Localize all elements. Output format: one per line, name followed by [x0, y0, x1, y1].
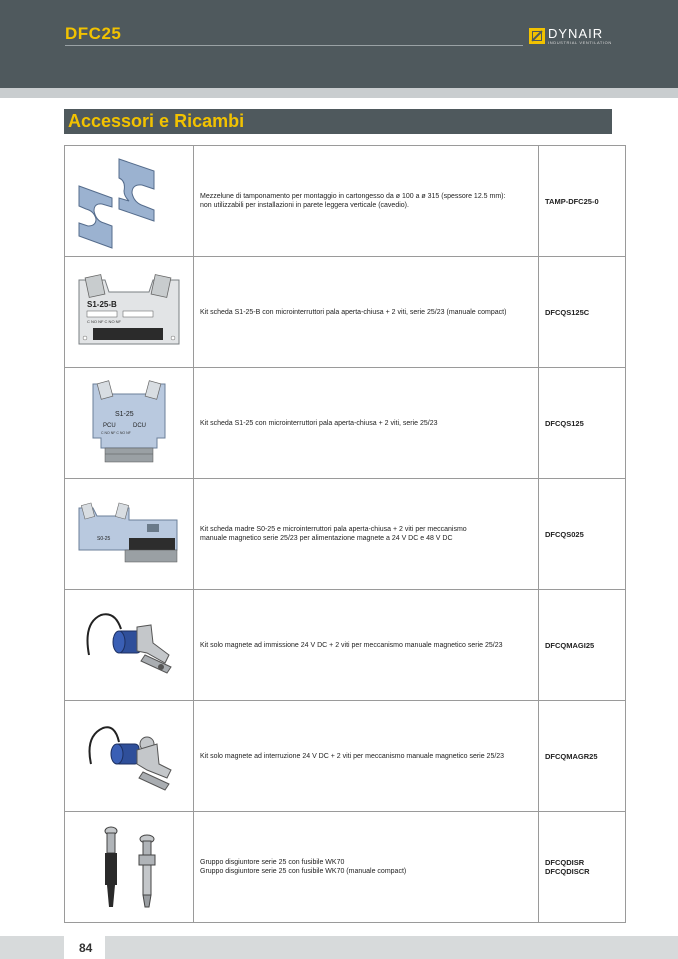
code-cell	[539, 590, 626, 701]
description-cell	[194, 812, 539, 923]
product-model-title: DFC25	[65, 24, 122, 43]
half-moon-plates-icon	[74, 151, 184, 251]
page-number: 84	[79, 941, 93, 955]
table-row	[65, 479, 626, 590]
board-pins-label: C NO NF C NO NF	[101, 431, 131, 435]
description-line: Kit solo magnete ad interruzione 24 V DC + 2 viti per meccanismo manuale magnetico serie 25/23	[200, 752, 505, 760]
table-row	[65, 368, 626, 479]
board-label: S0-25	[97, 536, 111, 542]
table-row	[65, 701, 626, 812]
product-code: TAMP-DFC25-0	[545, 196, 599, 206]
magnet-icon	[81, 714, 177, 798]
code-cell	[539, 812, 626, 923]
product-image-cell	[65, 146, 194, 257]
description-cell	[194, 146, 539, 257]
code-cell	[539, 146, 626, 257]
code-cell	[539, 368, 626, 479]
section-title: Accessori e Ricambi	[68, 111, 245, 131]
description-line: manuale magnetico serie 25/23 per alimentazione magnete a 24 V DC e 48 V DC	[200, 535, 453, 542]
product-code: DFCQS125	[545, 418, 584, 428]
product-code: DFCQDISR	[545, 858, 585, 867]
description-cell	[194, 590, 539, 701]
section-header	[64, 109, 612, 134]
board-sub-label: PCU	[103, 423, 116, 429]
board-label: S1-25-B	[87, 300, 117, 309]
description-line: Gruppo disgiuntore serie 25 con fusibile WK70	[200, 859, 345, 866]
board-label: S1-25	[115, 411, 134, 418]
code-cell	[539, 479, 626, 590]
header-strip	[0, 88, 678, 98]
product-code: DFCQDISCR	[545, 867, 590, 876]
header-divider	[65, 45, 523, 46]
accessories-table	[64, 145, 626, 923]
code-cell	[539, 257, 626, 368]
product-code: DFCQMAGR25	[545, 751, 598, 761]
page-header	[0, 0, 678, 88]
product-image-cell	[65, 701, 194, 812]
description-cell	[194, 479, 539, 590]
product-code: DFCQMAGI25	[545, 640, 595, 650]
description-line: non utilizzabili per installazioni in parete leggera verticale (cavedio).	[200, 202, 409, 209]
description-line: Kit scheda S1-25-B con microinterruttori pala aperta-chiusa + 2 viti, serie 25/23 (manuale compact)	[200, 308, 507, 316]
page-number-box	[64, 936, 105, 959]
board-sub-label: DCU	[133, 423, 146, 429]
description-line: Kit scheda madre S0-25 e microinterruttori pala aperta-chiusa + 2 viti per meccanismo	[200, 526, 467, 533]
table-row	[65, 590, 626, 701]
logo-subtitle: INDUSTRIAL VENTILATION	[548, 40, 612, 45]
mother-board-icon	[77, 502, 181, 566]
table-row	[65, 812, 626, 923]
product-image-cell	[65, 368, 194, 479]
logo-mark-icon	[529, 28, 545, 44]
description-line: Mezzelune di tamponamento per montaggio in cartongesso da ø 100 a ø 315 (spessore 12.5 mm):	[200, 193, 506, 200]
description-line: Kit solo magnete ad immissione 24 V DC + 2 viti per meccanismo manuale magnetico serie 25/23	[200, 641, 503, 649]
product-image-cell	[65, 479, 194, 590]
product-code: DFCQS025	[545, 529, 584, 539]
circuit-board-icon	[73, 270, 185, 354]
description-line: Gruppo disgiuntore serie 25 con fusibile WK70 (manuale compact)	[200, 868, 407, 875]
table-row	[65, 146, 626, 257]
description-line: Kit scheda S1-25 con microinterruttori pala aperta-chiusa + 2 viti, serie 25/23	[200, 419, 438, 427]
table-row	[65, 257, 626, 368]
brand-logo	[529, 27, 612, 45]
product-image-cell	[65, 812, 194, 923]
circuit-board-icon	[89, 378, 169, 468]
description-cell	[194, 257, 539, 368]
description-cell	[194, 701, 539, 812]
product-image-cell	[65, 590, 194, 701]
product-image-cell	[65, 257, 194, 368]
product-code: DFCQS125C	[545, 307, 590, 317]
logo-name: DYNAIR	[548, 26, 604, 41]
code-cell	[539, 701, 626, 812]
breaker-group-icon	[89, 819, 169, 915]
description-cell	[194, 368, 539, 479]
magnet-icon	[81, 603, 177, 687]
board-pins-label: C NO NF C NO NF	[87, 319, 121, 324]
